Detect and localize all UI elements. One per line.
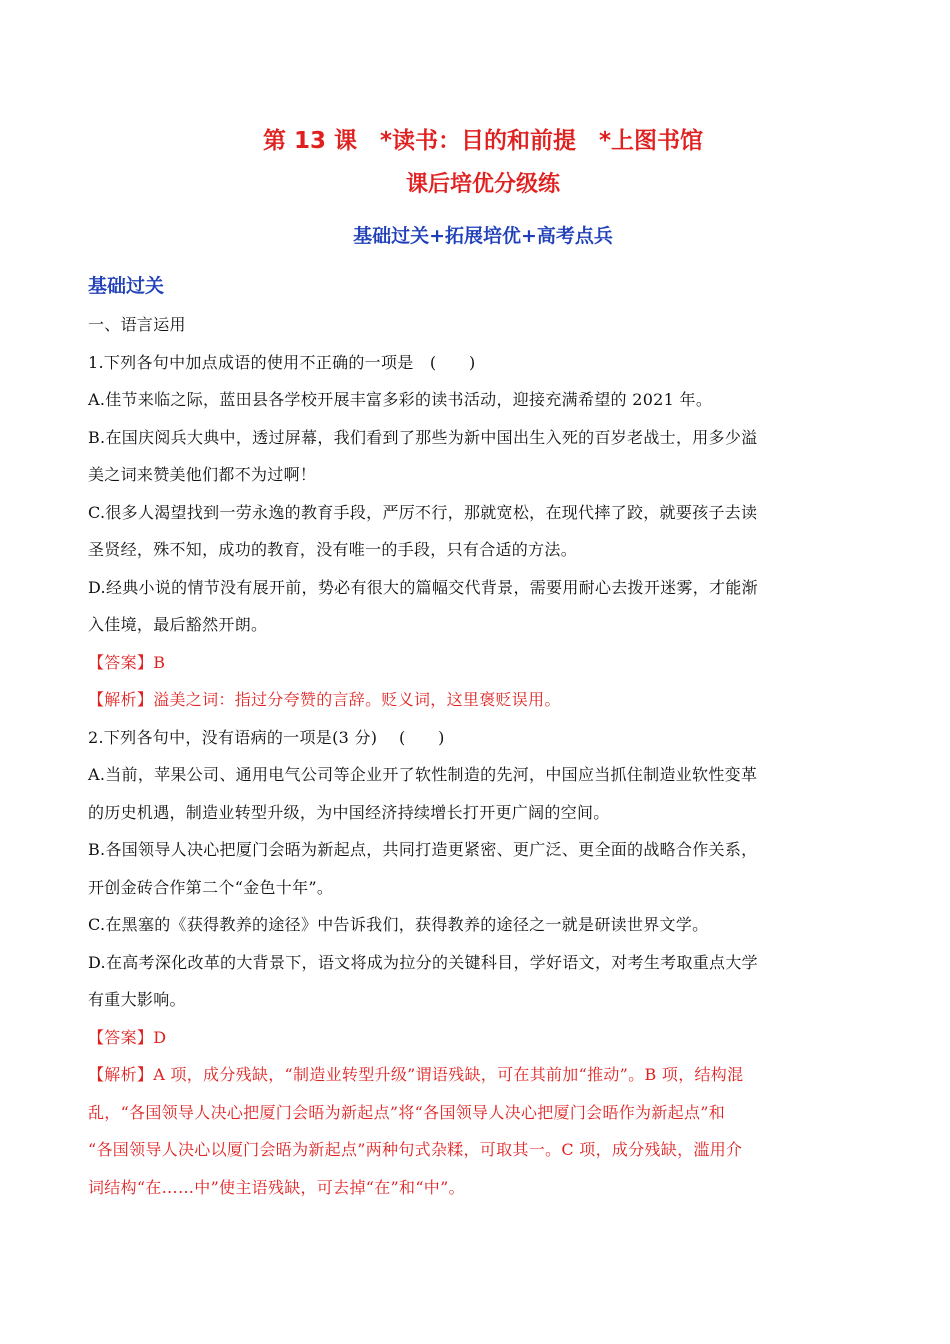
- document-page: [88, 118, 878, 1206]
- q2-option-d-line2: 有重大影响。: [88, 990, 186, 1009]
- analysis-label: 【解析】: [88, 1065, 154, 1084]
- q2-answer: [88, 1019, 878, 1057]
- q2-option-c: C.在黑塞的《获得教养的途径》中告诉我们，获得教养的途径之一就是研读世界文学。: [88, 915, 709, 934]
- q2-option-b-line1: B.各国领导人决心把厦门会晤为新起点，共同打造更紧密、更广泛、更全面的战略合作关系，: [88, 840, 758, 859]
- q2-analysis-line4: 词结构“在……中”使主语残缺，可去掉“在”和“中”。: [88, 1177, 465, 1197]
- q1-answer: [88, 644, 878, 682]
- q1-option-d-line2: 入佳境，最后豁然开朗。: [88, 615, 268, 634]
- part-heading: 一、语言运用: [88, 315, 186, 334]
- worksheet-subtitle: 课后培优分级练: [405, 172, 560, 197]
- q2-analysis-line2: 乱，“各国领导人决心把厦门会晤为新起点”将“各国领导人决心把厦门会晤作为新起点”和: [88, 1102, 726, 1122]
- worksheet-tagline: 基础过关+拓展培优+高考点兵: [353, 225, 613, 247]
- q1-option-a: A.佳节来临之际，蓝田县各学校开展丰富多彩的读书活动，迎接充满希望的 2021 年。: [88, 390, 713, 409]
- q1-option-b-line2: 美之词来赞美他们都不为过啊！: [88, 465, 317, 484]
- q1-option-c-line2: 圣贤经，殊不知，成功的教育，没有唯一的手段，只有合适的方法。: [88, 540, 578, 559]
- q1-analysis: [88, 681, 878, 719]
- q1-option-c-line1: C.很多人渴望找到一劳永逸的教育手段，严厉不行，那就宽松，在现代摔了跤，就要孩子去读: [88, 502, 758, 522]
- q1-stem: 1.下列各句中加点成语的使用不正确的一项是 ( ): [88, 352, 476, 372]
- analysis-text: 溢美之词：指过分夸赞的言辞。贬义词，这里褒贬误用。: [153, 690, 561, 709]
- analysis-label: 【解析】: [88, 690, 154, 709]
- q2-analysis-line1: [88, 1056, 878, 1094]
- q1-option-b-line1: B.在国庆阅兵大典中，透过屏幕，我们看到了那些为新中国出生入死的百岁老战士，用多少溢: [88, 427, 758, 447]
- analysis-text: A 项，成分残缺，“制造业转型升级”谓语残缺，可在其前加“推动”。B 项，结构混: [153, 1065, 744, 1084]
- q2-option-a-line2: 的历史机遇，制造业转型升级，为中国经济持续增长打开更广阔的空间。: [88, 802, 610, 822]
- q2-option-d-line1: D.在高考深化改革的大背景下，语文将成为拉分的关键科目，学好语文，对考生考取重点大学: [88, 952, 758, 972]
- answer-value: B: [153, 652, 166, 672]
- answer-value: D: [153, 1027, 167, 1047]
- q2-option-b-line2: 开创金砖合作第二个“金色十年”。: [88, 877, 334, 897]
- q2-stem: 2.下列各句中，没有语病的一项是(3 分) ( ): [88, 727, 445, 747]
- q2-option-a-line1: A.当前，苹果公司、通用电气公司等企业开了软性制造的先河，中国应当抓住制造业软性变革: [88, 765, 758, 784]
- answer-label: 【答案】: [88, 1027, 154, 1047]
- q2-analysis-line3: “各国领导人决心以厦门会晤为新起点”两种句式杂糅，可取其一。C 项，成分残缺，滥用介: [88, 1140, 743, 1159]
- section-heading: 基础过关: [88, 275, 165, 297]
- q1-option-d-line1: D.经典小说的情节没有展开前，势必有很大的篇幅交代背景，需要用耐心去拨开迷雾，才能渐: [88, 577, 758, 597]
- answer-label: 【答案】: [88, 652, 154, 672]
- lesson-title: 第 13 课 *读书：目的和前提 *上图书馆: [262, 128, 704, 154]
